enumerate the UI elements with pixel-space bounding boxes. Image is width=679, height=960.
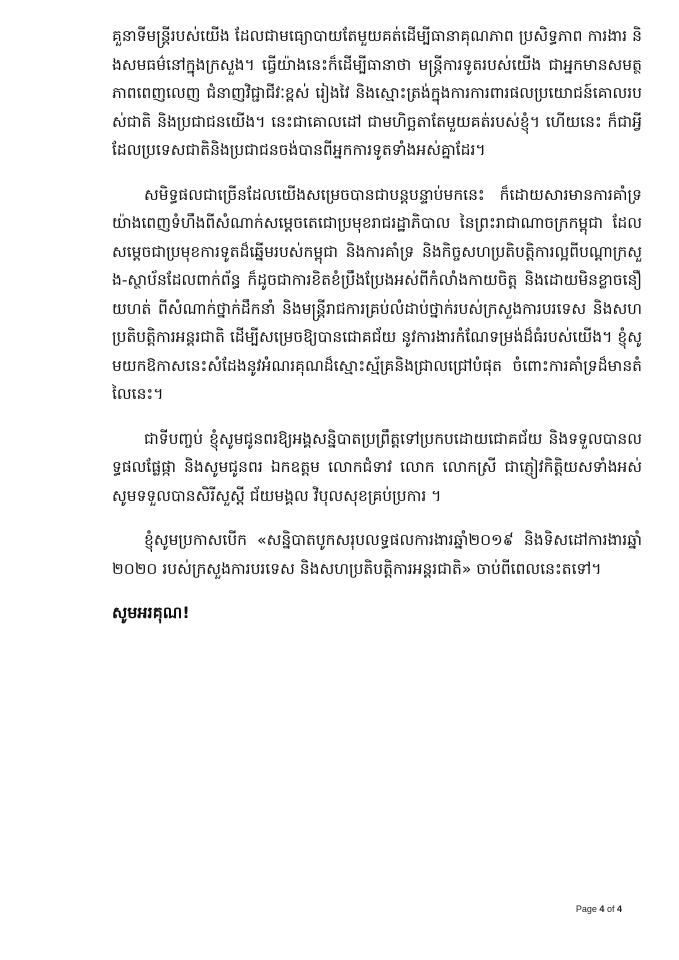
page-word: Page bbox=[575, 904, 597, 914]
document-body bbox=[112, 22, 642, 627]
closing-thanks: សូមអរគុណ! bbox=[112, 603, 190, 622]
body-paragraph-1: គួនាទីមន្ត្រីរបស់យើង ដែលជាមធ្យោបាយតែមួយគត់ដើម្បីធានាគុណភាព ប្រសិទ្ធភាព ការងារ និងសមធម៌នៅក្នុងក្រសួង។ ធ្វើយ៉ាងនេះក៏ដើម្បីធានាថា មន្ត្រីការទូតរបស់យើង ជាអ្នកមានសមត្ថភាពពេញលេញ ជំនាញវិជ្ជាជីវៈខ្ពស់ រៀងវៃ និងស្មោះត្រង់ក្នុងការការពារផលប្រយោជន៍គោលរបស់ជាតិ និងប្រជាជនយើង។ នេះជាគោលដៅ ជាមហិច្ឆតាតែមួយគត់របស់ខ្ញុំ។ ហើយនេះ ក៏ជាអ្វីដែលប្រទេសជាតិនិងប្រជាជនចង់បានពីអ្នកការទូតទាំងអស់គ្នាដែរ។ bbox=[112, 27, 642, 159]
body-paragraph-2: សមិទ្ធផលជាច្រើនដែលយើងសម្រេចបានជាបន្តបន្ទាប់មកនេះ ក៏ដោយសារមានការគាំទ្រយ៉ាងពេញទំហឹងពីសំណាក់សម្តេចតេជោប្រមុខរាជរដ្ឋាភិបាល នៃព្រះរាជាណាចក្រកម្ពុជា ដែលសម្តេចជាប្រមុខការទូតដ៏ឆ្នើមរបស់កម្ពុជា និងការគាំទ្រ និងកិច្ចសហប្រតិបត្តិការល្អពីបណ្តាក្រសួង-ស្ថាប័នដែលពាក់ព័ន្ធ ក៏ដូចជាការខិតខំប្រឹងប្រែងអស់ពីកំលាំងកាយចិត្ត និងដោយមិនខ្លាចនឿយហត់ ពីសំណាក់ថ្នាក់ដឹកនាំ និងមន្ត្រីរាជការគ្រប់លំដាប់ថ្នាក់របស់ក្រសួងការបរទេស និងសហប្រតិបត្តិការអន្តរជាតិ ដើម្បីសម្រេចឱ្យបានជោគជ័យ នូវការងារកំណែទម្រង់ដ៏ធំរបស់យើង។ ខ្ញុំសូមយកឱកាសនេះសំដែងនូវអំណរគុណដ៏ស្មោះស្ម័គ្រនិងជ្រាលជ្រៅបំផុត ចំពោះការគាំទ្រដ៏មានតំលៃនេះ។ bbox=[112, 185, 642, 403]
page-number-footer bbox=[576, 904, 622, 914]
page-of: of bbox=[606, 904, 615, 914]
page-total: 4 bbox=[616, 904, 622, 914]
page-current: 4 bbox=[599, 904, 605, 914]
body-paragraph-3: ជាទីបញ្ចប់ ខ្ញុំសូមជូនពរឱ្យអង្គសន្និបាតប្រព្រឹត្តទៅប្រកបដោយជោគជ័យ និងទទួលបានលទ្ធផលផ្លែផ្កា និងសូមជូនពរ ឯកឧត្តម លោកជំទាវ លោក លោកស្រី ជាភ្ញៀវកិត្តិយសទាំងអស់ សូមទទួលបានសិរីសួស្តី ជ័យមង្គល វិបុលសុខគ្រប់ប្រការ ។ bbox=[112, 429, 642, 505]
body-paragraph-4: ខ្ញុំសូមប្រកាសបើក «សន្និបាតបូកសរុបលទ្ធផលការងារឆ្នាំ២០១៩ និងទិសដៅការងារឆ្នាំ២០២០ របស់ក្រសួងការបរទេស និងសហប្រតិបត្តិការអន្តរជាតិ» ចាប់ពីពេលនេះតទៅ។ bbox=[112, 531, 642, 578]
